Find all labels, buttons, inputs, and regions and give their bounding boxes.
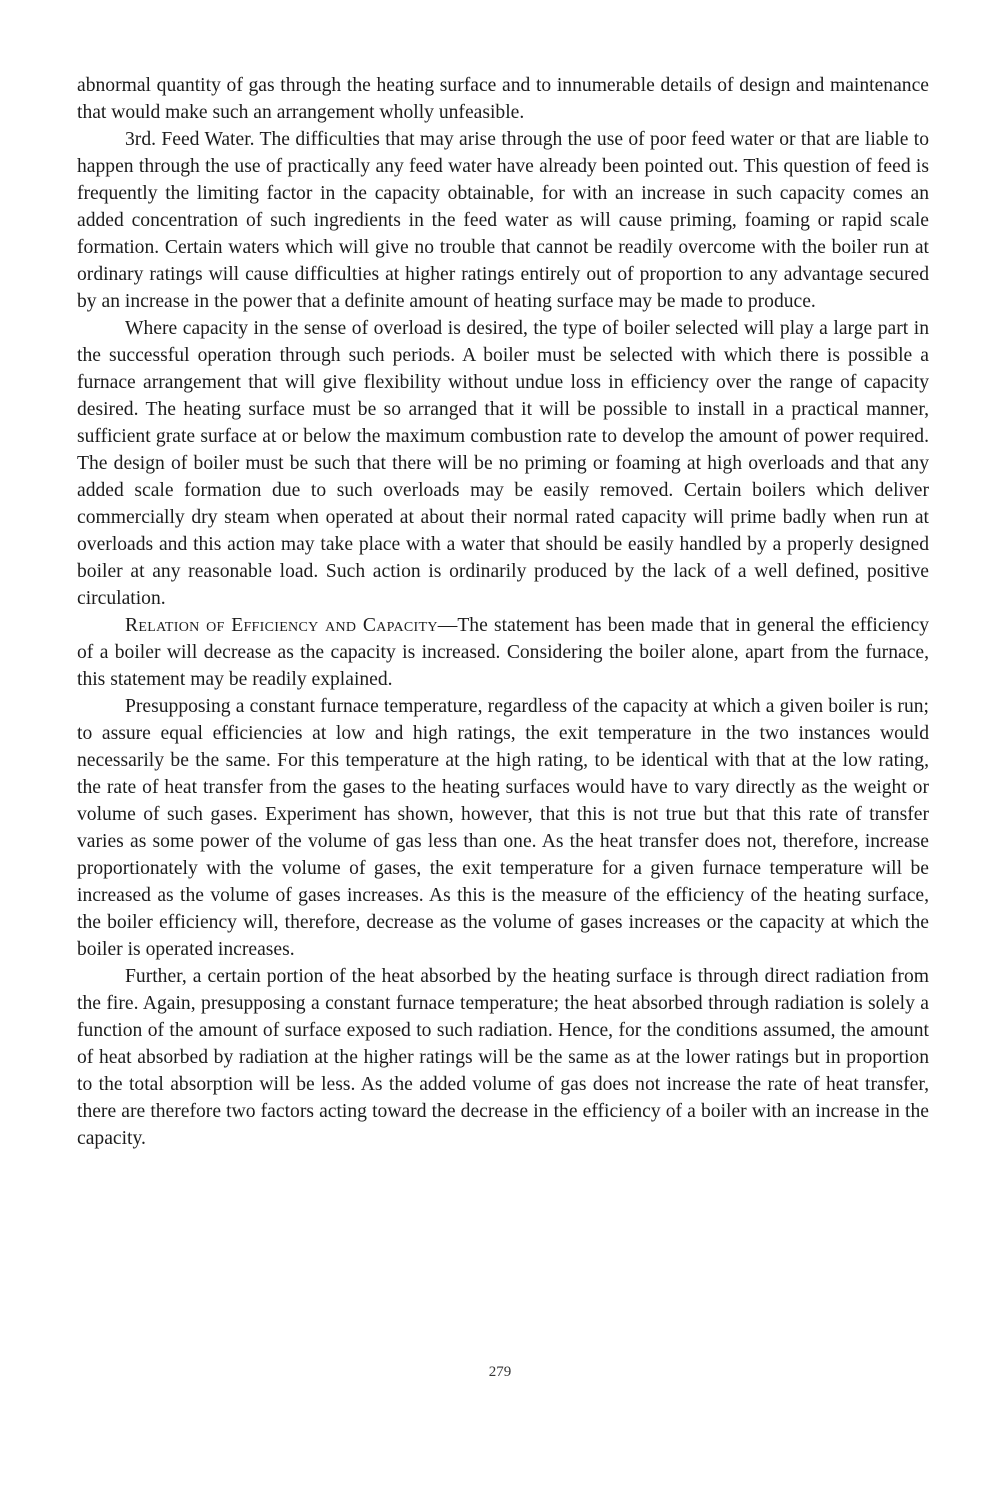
paragraph-furnace-temperature: Presupposing a constant furnace temperature, regardless of the capacity at which a given boiler is run; to assure equal efficiencies at low and high ratings, the exit temperature in the two instances would necessarily be the same. For this temperature at the high rating, to be identical with that at the low rating, the rate of heat transfer from the gases to the heating surfaces would have to vary directly as the weight or volume of such gases. Experiment has shown, however, that this is not true but that this rate of transfer varies as some power of the volume of gas less than one. As the heat transfer does not, therefore, increase proportionately with the volume of gases, the exit temperature for a given furnace temperature will be increased as the volume of gases increases. As this is the measure of the efficiency of the heating surface, the boiler efficiency will, therefore, decrease as the volume of gases increases or the capacity at which the boiler is operated increases.	[77, 696, 929, 960]
paragraph-efficiency-capacity	[77, 612, 929, 693]
section-heading: Relation of Efficiency and Capacity	[125, 615, 438, 636]
paragraph-radiation: Further, a certain portion of the heat absorbed by the heating surface is through direct radiation from the fire. Again, presupposing a constant furnace temperature; the heat absorbed through radiation is solely a function of the amount of surface exposed to such radiation. Hence, for the conditions assumed, the amount of heat absorbed by radiation at the higher ratings will be the same as at the lower ratings but in proportion to the total absorption will be less. As the added volume of gas does not increase the rate of heat transfer, there are therefore two factors acting toward the decrease in the efficiency of a boiler with an increase in the capacity.	[77, 966, 929, 1149]
paragraph-overload: Where capacity in the sense of overload is desired, the type of boiler selected will play a large part in the successful operation through such periods. A boiler must be selected with which there is possible a furnace arrangement that will give flexibility without undue loss in efficiency over the range of capacity desired. The heating surface must be so arranged that it will be possible to install in a practical manner, sufficient grate surface at or below the maximum combustion rate to develop the amount of power required. The design of boiler must be such that there will be no priming or foaming at high overloads and that any added scale formation due to such overloads may be easily removed. Certain boilers which deliver commercially dry steam when operated at about their normal rated capacity will prime badly when run at overloads and this action may take place with a water that should be easily handled by a properly designed boiler at any reasonable load. Such action is ordinarily produced by the lack of a well defined, positive circulation.	[77, 318, 929, 609]
paragraph-continuation: abnormal quantity of gas through the heating surface and to innumerable details of design and maintenance that would make such an arrangement wholly unfeasible.	[77, 75, 929, 123]
page-number: 279	[488, 1364, 512, 1380]
section-heading-text: —The statement has been made that in general the efficiency of a boiler will decrease as the capacity is increased. Considering the boiler alone, apart from the furnace, this statement may be readily explained.	[77, 615, 929, 690]
paragraph-feed-water: 3rd. Feed Water. The difficulties that may arise through the use of poor feed water or that are liable to happen through the use of practically any feed water have already been pointed out. This question of feed is frequently the limiting factor in the capacity obtainable, for with an increase in such capacity comes an added concentration of such ingredients in the feed water as will cause priming, foaming or rapid scale formation. Certain waters which will give no trouble that cannot be readily overcome with the boiler run at ordinary ratings will cause difficulties at higher ratings entirely out of proportion to any advantage secured by an increase in the power that a definite amount of heating surface may be made to produce.	[77, 129, 929, 312]
body-text	[77, 72, 929, 1152]
